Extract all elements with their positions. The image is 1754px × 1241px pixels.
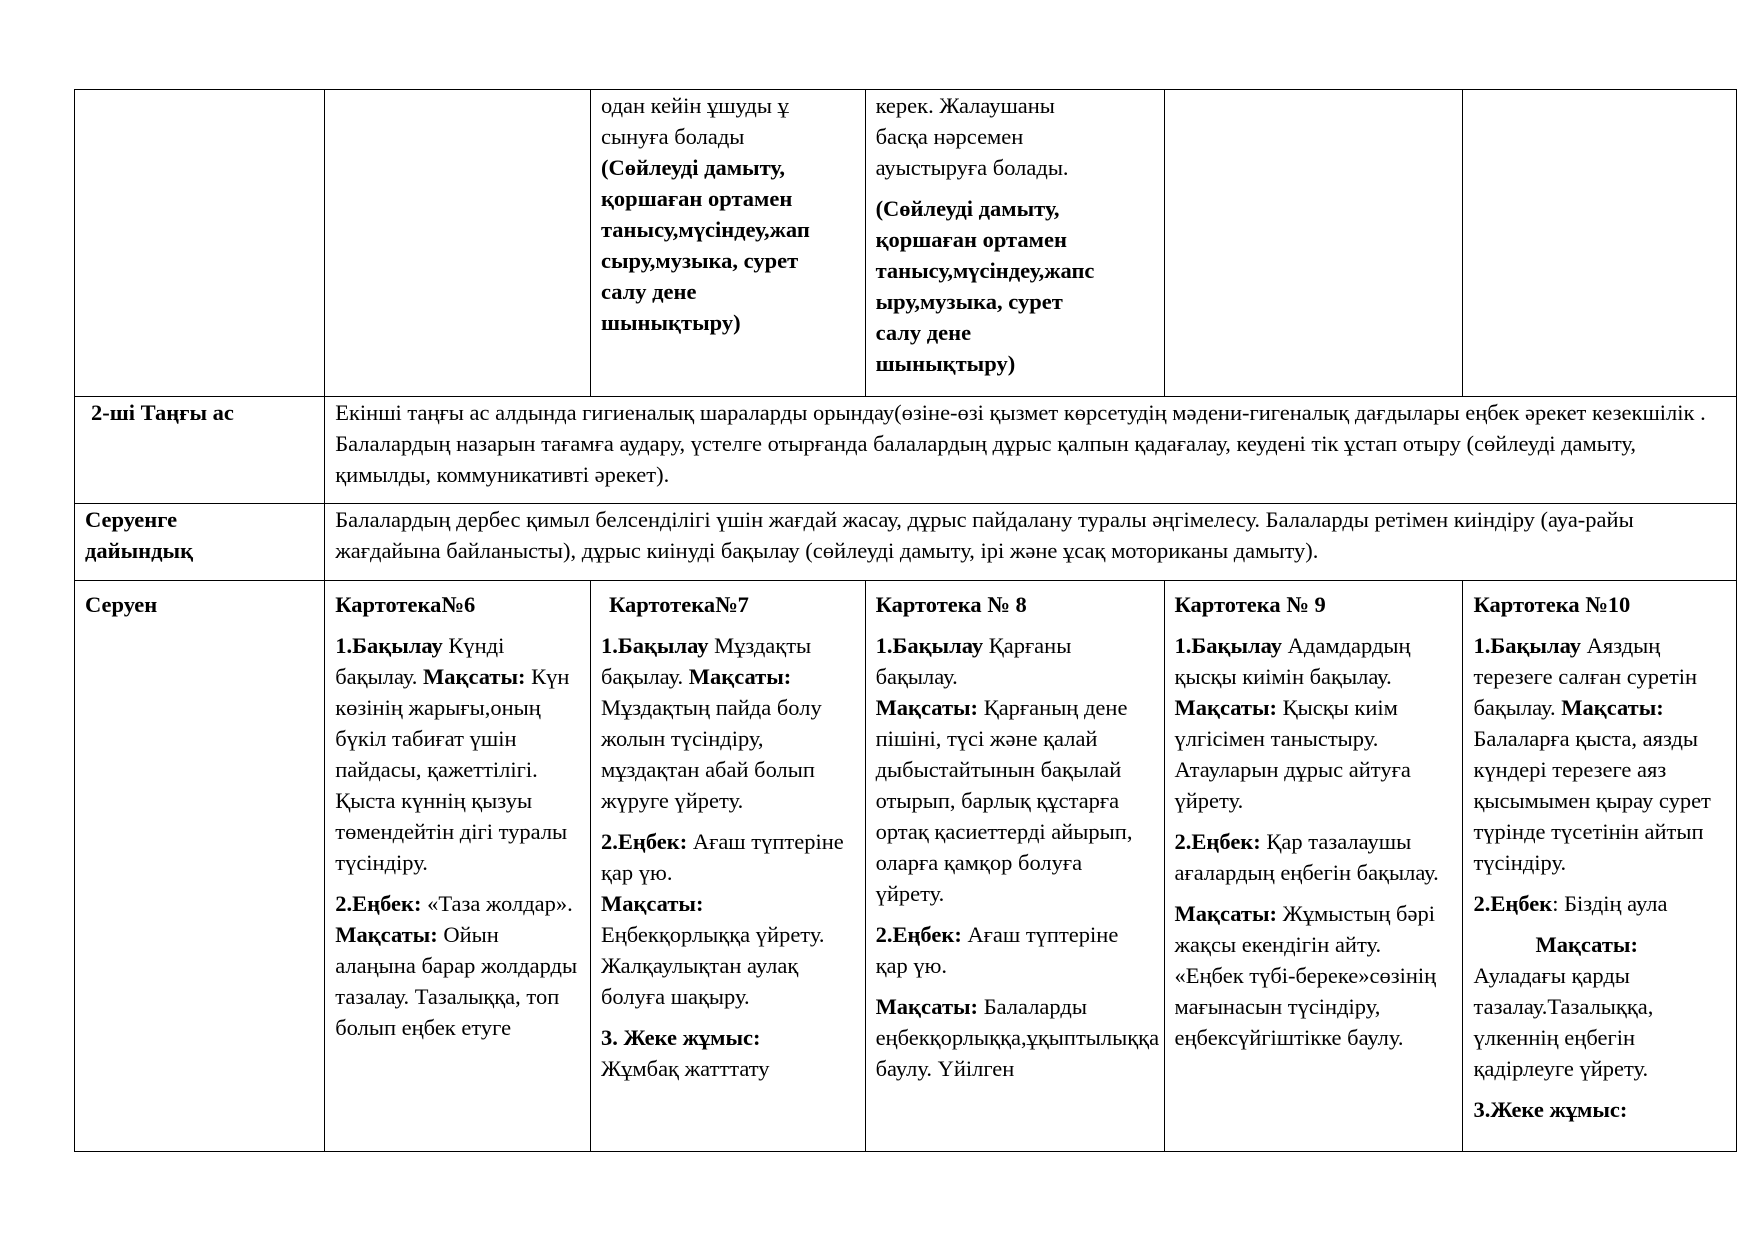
work-text: «Таза жолдар».: [421, 891, 573, 916]
text-line: сынуға болады: [600, 124, 745, 149]
goal-paragraph: [1175, 898, 1455, 1053]
goal-label: Мақсаты:: [1174, 901, 1278, 926]
goal-label: Мақсаты:: [600, 891, 704, 916]
goal-text: Мұздақтың пайда болу жолын түсіндіру, мұздақтан абай болып жүруге үйрету.: [600, 695, 822, 813]
breakfast-text: Екінші таңғы ас алдында гигиеналық шараларды орындау(өзіне-өзі қызмет көрсетудің мәдени-гигеналық дағдылары еңбек әрекет кезекшілік . Балалардың назарын тағамға аудару, үстелге отырғанда балалардың дұрыс қалпын қадағалау, кеудені тік ұстап отыру (сөйлеуді дамыту, қимылды, коммуникативті әрекет).: [335, 400, 1706, 487]
card-6: [325, 581, 591, 1152]
observation-text: Қарғаны бақылау.: [875, 633, 1072, 689]
individual-label-text: 3. Жеке жұмыс:: [600, 1025, 761, 1050]
goal-text: Балаларға қыста, аязды күндері терезеге аяз қысымымен қырау сурет түрінде түсетінін айтып түсіндіру.: [1473, 726, 1711, 875]
subjects-line: (Сөйлеуді дамыту,: [875, 196, 1060, 221]
goal-text: Ойын алаңына барар жолдарды тазалау. Тазалыққа, топ болып еңбек етуге: [335, 922, 578, 1040]
table-row: [75, 504, 1737, 581]
text-line: басқа нәрсемен: [875, 124, 1024, 149]
observation-paragraph: [1473, 630, 1728, 878]
row-label: [75, 397, 325, 504]
work-paragraph: [1175, 826, 1455, 888]
card-8: [865, 581, 1164, 1152]
subjects-line: салу дене: [875, 320, 972, 345]
text-line: керек. Жалаушаны: [875, 93, 1055, 118]
work-paragraph: [1473, 888, 1728, 919]
table-row: [75, 581, 1737, 1152]
card-title: Картотека №10: [1473, 592, 1631, 617]
work-label: 2.Еңбек:: [600, 829, 688, 854]
card-10: [1463, 581, 1737, 1152]
card-title: Картотека№6: [335, 592, 476, 617]
work-paragraph: [876, 919, 1156, 981]
cell-empty: [75, 90, 325, 397]
work-text: Қар тазалаушы ағалардың еңбегін бақылау.: [1174, 829, 1439, 885]
cell-empty: [1164, 90, 1463, 397]
row-label: [75, 581, 325, 1152]
individual-label: [601, 1022, 857, 1053]
work-text: Ағаш түптеріне қар үю.: [600, 829, 844, 885]
goal-paragraph: [875, 991, 1160, 1084]
subjects-line: танысу,мүсіндеу,жап: [600, 217, 810, 242]
goal-label: Мақсаты:: [875, 695, 979, 720]
goal-text: Балаларды еңбекқорлыққа,ұқыптылыққа баулу. Үйілген: [875, 994, 1160, 1081]
subjects-line: қоршаған ортамен: [875, 227, 1067, 252]
subjects-line: сыру,музыка, сурет: [600, 248, 799, 273]
observation-paragraph: [335, 630, 582, 878]
goal-label: Мақсаты:: [1174, 695, 1278, 720]
observation-label: 1.Бақылау: [335, 633, 443, 658]
text-line: ауыстыруға болады.: [875, 155, 1069, 180]
work-text: : Біздің аула: [1552, 891, 1668, 916]
work-paragraph: [601, 826, 857, 888]
card-title: Картотека№7: [608, 592, 749, 617]
goal-text: Күн көзінің жарығы,оның бүкіл табиғат үшін пайдасы, қажеттілігі. Қыста күннің қызуы төмендейтін дігі туралы түсіндіру.: [335, 664, 570, 875]
observation-paragraph: [601, 630, 857, 816]
card-7: [590, 581, 865, 1152]
goal-paragraph: [1175, 692, 1455, 816]
text-line: одан кейін ұшуды ұ: [600, 93, 789, 118]
subjects-line: ыру,музыка, сурет: [875, 289, 1063, 314]
cell-empty: [325, 90, 591, 397]
individual-label-text: 3.Жеке жұмыс:: [1473, 1097, 1628, 1122]
breakfast-cell: [325, 397, 1737, 504]
subjects-line: салу дене: [600, 279, 697, 304]
individual-text: Жұмбақ жатттату: [600, 1056, 770, 1081]
individual-label: [1473, 1094, 1728, 1125]
subjects-line: шынықтыру): [875, 351, 1016, 376]
goal-label: Мақсаты:: [423, 664, 526, 689]
observation-label: 1.Бақылау: [875, 633, 984, 658]
subjects-line: қоршаған ортамен: [600, 186, 793, 211]
work-label: 2.Еңбек: [1473, 891, 1553, 916]
prep-label-line: Серуенге: [85, 507, 178, 532]
goal-text: Жұмыстың бәрі жақсы екендігін айту. «Еңбек түбі-береке»сөзінің мағынасын түсіндіру, еңбексүйгіштікке баулу.: [1174, 901, 1437, 1050]
subjects-line: шынықтыру): [600, 310, 741, 335]
goal-text: Ауладағы қарды тазалау.Тазалыққа, үлкеннің еңбегін қадірлеуге үйрету.: [1473, 963, 1654, 1081]
table-row: [75, 90, 1737, 397]
work-paragraph: [335, 888, 582, 1043]
cell-continuation-4: [865, 90, 1164, 397]
work-text: Ағаш түптеріне қар үю.: [875, 922, 1119, 978]
goal-paragraph: [1473, 929, 1728, 960]
work-label: 2.Еңбек:: [335, 891, 422, 916]
cell-continuation-3: [590, 90, 865, 397]
prep-label-line: дайындық: [85, 538, 194, 563]
goal-label: Мақсаты:: [1561, 695, 1664, 720]
subjects-line: танысу,мүсіндеу,жапс: [875, 258, 1095, 283]
subjects-line: (Сөйлеуді дамыту,: [600, 155, 785, 180]
card-title: Картотека № 8: [875, 592, 1027, 617]
plan-table: [74, 89, 1737, 1152]
card-9: [1164, 581, 1463, 1152]
work-label: 2.Еңбек:: [875, 922, 962, 947]
prep-text: Балалардың дербес қимыл белсенділігі үшін жағдай жасау, дұрыс пайдалану туралы әңгімелесу. Балаларды ретімен киіндіру (ауа-райы жағдайына байланысты), дұрыс киінуді бақылау (сөйлеуді дамыту, ірі және ұсақ моториканы дамыту).: [335, 507, 1634, 563]
observation-text: Күнді бақылау.: [335, 633, 505, 689]
work-label: 2.Еңбек:: [1174, 829, 1261, 854]
observation-text: Мұздақты бақылау.: [600, 633, 812, 689]
goal-label: Мақсаты:: [335, 922, 438, 947]
cell-empty: [1463, 90, 1737, 397]
observation-text: Адамдардың қысқы киімін бақылау.: [1174, 633, 1411, 689]
goal-text: Қарғаның дене пішіні, түсі және қалай дыбыстайтынын бақылай отырып, барлық құстарға ортақ қасиеттерді айырып, оларға қамқор болуға үйрету.: [875, 695, 1133, 906]
table-row: [75, 397, 1737, 504]
prep-cell: [325, 504, 1737, 581]
goal-label: Мақсаты:: [1535, 932, 1638, 957]
goal-paragraph: [876, 692, 1156, 909]
observation-paragraph: [876, 630, 1156, 692]
row-label: [75, 504, 325, 581]
goal-text: Еңбекқорлыққа үйрету. Жалқаулықтан аулақ болуға шақыру.: [600, 922, 825, 1009]
goal-label: Мақсаты:: [688, 664, 792, 689]
observation-paragraph: [1175, 630, 1455, 692]
observation-label: 1.Бақылау: [1473, 633, 1581, 658]
observation-label: 1.Бақылау: [600, 633, 709, 658]
walk-label: Серуен: [85, 592, 158, 617]
goal-text: Қысқы киім үлгісімен таныстыру. Атауларын дұрыс айтуға үйрету.: [1174, 695, 1411, 813]
breakfast-label: 2-ші Таңғы ас: [91, 400, 234, 425]
observation-text: Аяздың терезеге салған суретін бақылау.: [1473, 633, 1698, 720]
observation-label: 1.Бақылау: [1174, 633, 1283, 658]
card-title: Картотека № 9: [1174, 592, 1326, 617]
goal-label: Мақсаты:: [875, 994, 979, 1019]
goal-paragraph: [601, 888, 857, 919]
